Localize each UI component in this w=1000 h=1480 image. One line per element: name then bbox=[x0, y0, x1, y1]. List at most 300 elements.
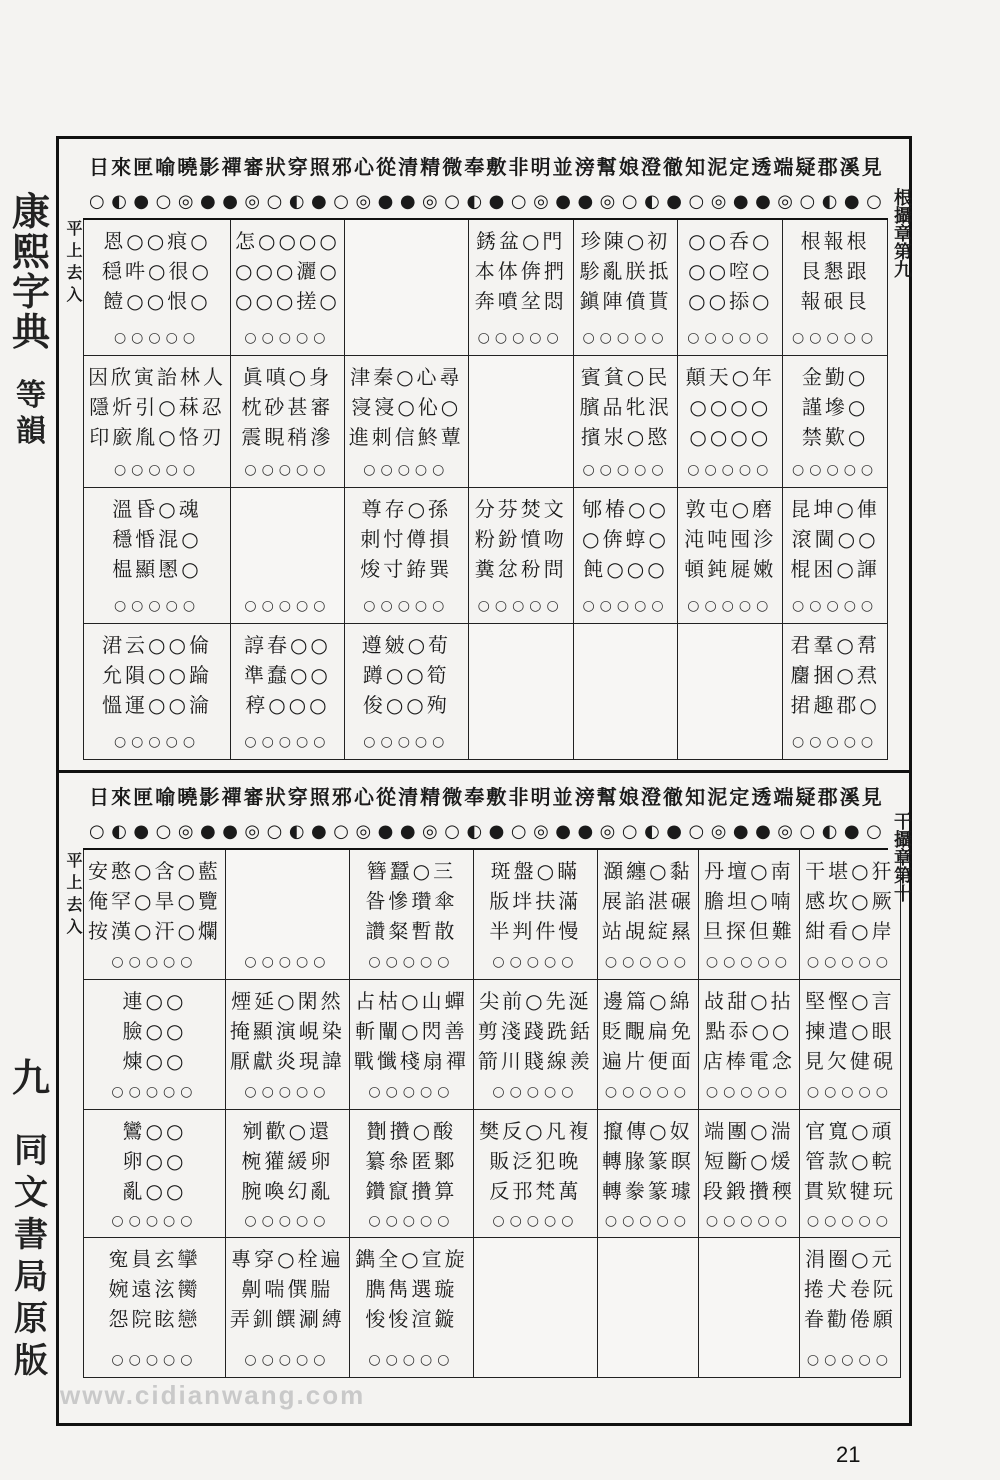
cell-line: 飩○○○ bbox=[583, 557, 668, 581]
cell-line: 臉○○ bbox=[122, 1019, 187, 1043]
cell-circle-row: ○○○○○ bbox=[582, 598, 669, 614]
initial-label: 娘 bbox=[618, 154, 639, 179]
cell-line: 根報根 bbox=[800, 229, 870, 253]
rhyme-cell bbox=[83, 1238, 226, 1378]
initial-label: 郡 bbox=[817, 784, 838, 809]
cell-circle-row: ○○○○○ bbox=[368, 1352, 455, 1368]
cell-line: 見欠健硯 bbox=[803, 1049, 896, 1073]
cell-line: 遵皴○荀 bbox=[361, 633, 452, 657]
cell-circle-row: ○○○○○ bbox=[113, 462, 201, 478]
initial-label: 來 bbox=[111, 784, 132, 809]
cell-line: 禁歎○ bbox=[801, 425, 869, 449]
cell-line: 涒云○○倫 bbox=[102, 633, 212, 657]
cell-line: 銹盆○門 bbox=[475, 229, 566, 253]
cell-line: 稕○○○ bbox=[245, 693, 330, 717]
cell-line: 鎭陣僨貰 bbox=[579, 289, 672, 313]
cell-circle-row: ○○○○○ bbox=[363, 462, 450, 478]
rhyme-cell bbox=[83, 980, 226, 1110]
publisher-char: 文 bbox=[14, 1173, 48, 1213]
tone-symbol-icon: ◐ bbox=[821, 820, 838, 842]
symbol-row bbox=[83, 816, 888, 846]
tone-symbol-icon: ◎ bbox=[710, 190, 727, 212]
tone-symbol-icon: ◎ bbox=[533, 820, 549, 842]
cell-line: 賓貧○民 bbox=[580, 365, 671, 389]
rhyme-cell bbox=[226, 1238, 350, 1378]
cell-line: 本体倴捫 bbox=[474, 259, 567, 283]
tone-symbol-icon: ● bbox=[133, 820, 150, 842]
initial-label: 徹 bbox=[663, 154, 684, 179]
main-title-char: 字 bbox=[11, 269, 50, 314]
rhyme-cell bbox=[783, 356, 888, 488]
cell-line: 昆坤○俥 bbox=[790, 497, 880, 521]
cell-line: 隱炘引○菻忍 bbox=[89, 395, 225, 419]
initial-label: 狀 bbox=[265, 784, 286, 809]
tone-symbol-icon: ○ bbox=[799, 820, 816, 842]
section-title-char: 韻 bbox=[16, 414, 46, 449]
initial-label: 見 bbox=[861, 784, 882, 809]
tone-symbol-icon: ◎ bbox=[244, 820, 261, 842]
cell-circle-row: ○○○○○ bbox=[477, 598, 564, 614]
cell-circle-row: ○○○○○ bbox=[604, 954, 691, 970]
cell-line: 金勤○ bbox=[801, 365, 869, 389]
cell-circle-row: ○○○○○ bbox=[244, 1213, 331, 1229]
tone-symbol-icon: ◎ bbox=[244, 190, 261, 212]
cell-circle-row: ○○○○○ bbox=[705, 954, 792, 970]
cell-line: 膽坦○喃 bbox=[704, 889, 794, 913]
cell-line: 短斷○煖 bbox=[704, 1149, 794, 1173]
cell-line: ○○○○ bbox=[689, 395, 772, 419]
cell-line: 珍陳○初 bbox=[580, 229, 671, 253]
cell-circle-row: ○○○○○ bbox=[244, 734, 331, 750]
cell-line: 揀遣○眼 bbox=[805, 1019, 895, 1043]
initial-label: 穿 bbox=[287, 784, 308, 809]
main-title-char: 康 bbox=[11, 189, 50, 234]
tone-symbol-icon: ◎ bbox=[777, 820, 794, 842]
cell-circle-row: ○○○○○ bbox=[687, 330, 774, 346]
cell-circle-row: ○○○○○ bbox=[111, 954, 198, 970]
rhyme-cell bbox=[783, 220, 888, 356]
tone-symbol-icon: ○ bbox=[510, 820, 527, 842]
cell-line: 轉豢篆璩 bbox=[601, 1179, 694, 1203]
cell-circle-row: ○○○○○ bbox=[705, 1084, 792, 1100]
cell-line: 斑盤○瞞 bbox=[490, 859, 581, 883]
side-page-number: 九 bbox=[11, 1055, 50, 1100]
page-number: 21 bbox=[836, 1442, 861, 1467]
tone-symbol-icon: ◎ bbox=[422, 190, 438, 212]
cell-circle-row: ○○○○○ bbox=[363, 598, 450, 614]
cell-circle-row: ○○○○○ bbox=[363, 734, 450, 750]
cell-line: 粉鈖憤吻 bbox=[474, 527, 567, 551]
initial-label: 來 bbox=[111, 154, 132, 179]
rhyme-cell bbox=[783, 624, 888, 760]
cell-line: 眷勸倦願 bbox=[803, 1307, 896, 1331]
initial-label: 喻 bbox=[155, 784, 176, 809]
rhyme-cell bbox=[474, 980, 598, 1110]
cell-line: 準蠢○○ bbox=[243, 663, 331, 687]
cell-line: 段鍛攢稬 bbox=[702, 1179, 795, 1203]
cell-line: 允隕○○踚 bbox=[102, 663, 212, 687]
tone-symbol-icon: ● bbox=[666, 820, 682, 842]
tone-symbol-icon: ◐ bbox=[821, 190, 838, 212]
cell-circle-row: ○○○○○ bbox=[792, 330, 879, 346]
tone-symbol-icon: ● bbox=[311, 820, 327, 842]
initial-label: 泥 bbox=[707, 784, 728, 809]
cell-line: 管款○輐 bbox=[805, 1149, 895, 1173]
tone-symbol-icon: ● bbox=[843, 820, 860, 842]
rhyme-cell bbox=[83, 356, 231, 488]
cell-line: 捃趣郡○ bbox=[790, 693, 880, 717]
initial-label: 匣 bbox=[133, 154, 154, 179]
cell-circle-row: ○○○○○ bbox=[687, 462, 774, 478]
initial-label: 非 bbox=[508, 784, 529, 809]
cell-line: 堅慳○言 bbox=[805, 989, 895, 1013]
cell-circle-row: ○○○○○ bbox=[477, 330, 564, 346]
cell-line: 椀獾緩卵 bbox=[241, 1149, 334, 1173]
publisher-char: 局 bbox=[14, 1257, 48, 1297]
tone-symbol-icon: ● bbox=[666, 190, 682, 212]
cell-line: 版坢扶滿 bbox=[489, 889, 582, 913]
tone-symbol-icon: ● bbox=[732, 820, 749, 842]
tone-label: 去 bbox=[64, 896, 83, 918]
rhyme-cell bbox=[598, 1110, 699, 1238]
cell-line: 婉遠泫臠 bbox=[108, 1277, 201, 1301]
cell-line: 郇椿○○ bbox=[582, 497, 669, 521]
initial-label: 並 bbox=[552, 784, 573, 809]
tone-symbol-icon: ○ bbox=[89, 190, 105, 212]
cell-line: 箭川賤線羨 bbox=[477, 1049, 593, 1073]
tone-symbol-icon: ○ bbox=[866, 190, 882, 212]
cell-line: 尊存○孫 bbox=[361, 497, 452, 521]
cell-line: 展諂湛碾 bbox=[601, 889, 694, 913]
upper-grid bbox=[83, 218, 888, 760]
cell-circle-row: ○○○○○ bbox=[792, 462, 879, 478]
tone-symbol-icon: ● bbox=[200, 820, 216, 842]
tone-symbol-icon: ○ bbox=[688, 820, 705, 842]
initial-label: 明 bbox=[530, 154, 551, 179]
section-title-char: 等 bbox=[16, 378, 46, 413]
cell-circle-row: ○○○○○ bbox=[111, 1084, 198, 1100]
cell-line: 因欣寅詒林人 bbox=[88, 365, 226, 389]
cell-line: 震睍稍滲 bbox=[241, 425, 334, 449]
cell-line: 沌吨囤沴 bbox=[684, 527, 777, 551]
tone-symbol-icon: ○ bbox=[799, 190, 816, 212]
cell-line: 斬闡○閃善 bbox=[355, 1019, 468, 1043]
cell-line: 販泛犯晚 bbox=[489, 1149, 582, 1173]
cell-line: 尖前○先涎 bbox=[479, 989, 592, 1013]
rhyme-cell bbox=[226, 850, 350, 980]
initial-label: 溪 bbox=[839, 154, 860, 179]
initial-label: 心 bbox=[353, 154, 374, 179]
initial-label: 照 bbox=[309, 154, 330, 179]
cell-line: 㶊纏○黏 bbox=[603, 859, 693, 883]
cell-line: 寃員玄攣 bbox=[108, 1247, 201, 1271]
tone-symbol-icon: ◎ bbox=[355, 190, 372, 212]
tone-symbol-icon: ● bbox=[488, 190, 505, 212]
cell-line: 官寬○頑 bbox=[805, 1119, 895, 1143]
cell-line: ○○掭○ bbox=[688, 289, 773, 313]
tone-symbol-icon: ◎ bbox=[777, 190, 794, 212]
cell-line: 麕捆○焄 bbox=[790, 663, 880, 687]
cell-circle-row: ○○○○○ bbox=[582, 330, 669, 346]
cell-line: 攛傳○奴 bbox=[603, 1119, 693, 1143]
cell-circle-row: ○○○○○ bbox=[492, 954, 579, 970]
cell-circle-row: ○○○○○ bbox=[604, 1084, 691, 1100]
rhyme-cell bbox=[800, 1238, 901, 1378]
cell-line: 寖寖○伈○ bbox=[351, 395, 462, 419]
cell-line: 頓鈍屣嫩 bbox=[684, 557, 777, 581]
cell-line: 反邘梵萬 bbox=[489, 1179, 582, 1203]
rhyme-cell bbox=[598, 850, 699, 980]
rhyme-cell bbox=[231, 624, 345, 760]
cell-line: 站覘綻㬎 bbox=[601, 919, 694, 943]
initial-label: 知 bbox=[685, 784, 706, 809]
main-title-char: 典 bbox=[11, 309, 50, 354]
publisher-char: 同 bbox=[14, 1131, 48, 1171]
initial-label: 穿 bbox=[287, 154, 308, 179]
rhyme-cell bbox=[678, 624, 783, 760]
rhyme-cell bbox=[574, 356, 679, 488]
rhyme-cell bbox=[345, 220, 469, 356]
cell-line: 店棒電念 bbox=[702, 1049, 795, 1073]
cell-line: 卵○○ bbox=[122, 1149, 187, 1173]
initial-label: 曉 bbox=[177, 784, 198, 809]
tone-symbol-icon: ◐ bbox=[644, 190, 660, 212]
cell-line: 敦屯○磨 bbox=[685, 497, 776, 521]
cell-circle-row: ○○○○○ bbox=[368, 954, 455, 970]
cell-line: 煙延○閑然 bbox=[231, 989, 344, 1013]
initial-label: 審 bbox=[243, 154, 264, 179]
section-divider bbox=[56, 770, 912, 773]
tone-label: 入 bbox=[64, 286, 83, 308]
cell-line: 蹲○○筍 bbox=[362, 663, 450, 687]
tone-symbol-icon: ◎ bbox=[533, 190, 549, 212]
initial-label: 知 bbox=[685, 154, 706, 179]
cell-line: 諄春○○ bbox=[243, 633, 331, 657]
tone-symbol-icon: ● bbox=[133, 190, 150, 212]
cell-circle-row: ○○○○○ bbox=[113, 734, 201, 750]
cell-line: 貶覸扁免 bbox=[601, 1019, 694, 1043]
rhyme-cell bbox=[231, 356, 345, 488]
cell-line: 臏品牝泯 bbox=[579, 395, 672, 419]
cell-line: 戰懺棧扇禪 bbox=[353, 1049, 469, 1073]
tone-labels-upper bbox=[58, 220, 82, 308]
cell-line: 劓喘僎腨 bbox=[241, 1277, 334, 1301]
cell-line: 敁甜○拈 bbox=[704, 989, 794, 1013]
initial-label: 影 bbox=[199, 154, 220, 179]
cell-line: 貫欵犍玩 bbox=[803, 1179, 896, 1203]
tone-symbol-icon: ● bbox=[732, 190, 749, 212]
cell-line: 昝慘瓚傘 bbox=[365, 889, 458, 913]
initial-label: 日 bbox=[89, 784, 109, 809]
cell-line: 感坎○厥 bbox=[805, 889, 895, 913]
tone-symbol-icon: ◐ bbox=[466, 190, 483, 212]
initial-label: 微 bbox=[442, 154, 463, 179]
tone-symbol-icon: ○ bbox=[333, 820, 349, 842]
tone-symbol-icon: ◐ bbox=[644, 820, 660, 842]
initials-header-row bbox=[83, 776, 888, 814]
initial-label: 從 bbox=[376, 784, 397, 809]
tone-symbol-icon: ○ bbox=[89, 820, 105, 842]
tone-symbol-icon: ◐ bbox=[288, 190, 305, 212]
cell-line: ○○啌○ bbox=[688, 259, 773, 283]
cell-line: 端團○湍 bbox=[704, 1119, 794, 1143]
cell-line: 腕喚幻亂 bbox=[241, 1179, 334, 1203]
cell-line: ○○○○ bbox=[689, 425, 772, 449]
initial-label: 影 bbox=[199, 784, 220, 809]
rhyme-cell bbox=[574, 488, 679, 624]
cell-line: 安憨○含○藍 bbox=[88, 859, 221, 883]
tone-symbol-icon: ◎ bbox=[177, 820, 194, 842]
rhyme-cell bbox=[699, 1238, 800, 1378]
cell-line: ○○呑○ bbox=[688, 229, 773, 253]
cell-line: 按漢○汗○爛 bbox=[88, 919, 221, 943]
cell-line: 怨院眩戀 bbox=[108, 1307, 201, 1331]
tone-symbol-icon: ◎ bbox=[599, 820, 616, 842]
cell-line: 眞嗔○身 bbox=[242, 365, 333, 389]
initial-label: 透 bbox=[751, 784, 772, 809]
cell-circle-row: ○○○○○ bbox=[806, 1213, 893, 1229]
cell-line: 駗亂朕抵 bbox=[579, 259, 672, 283]
cell-line: 鸞○○ bbox=[122, 1119, 187, 1143]
initial-label: 狀 bbox=[265, 154, 286, 179]
rhyme-cell bbox=[83, 488, 231, 624]
initial-label: 非 bbox=[508, 154, 529, 179]
rhyme-cell bbox=[800, 1110, 901, 1238]
initial-label: 喻 bbox=[155, 154, 176, 179]
cell-line: 旦探但難 bbox=[702, 919, 795, 943]
cell-line: 津秦○心尋 bbox=[350, 365, 463, 389]
initial-label: 精 bbox=[420, 784, 441, 809]
cell-line: 煉○○ bbox=[122, 1049, 187, 1073]
initial-label: 見 bbox=[861, 154, 882, 179]
tone-symbol-icon: ○ bbox=[621, 190, 638, 212]
rhyme-cell bbox=[699, 980, 800, 1110]
initial-label: 澄 bbox=[640, 784, 661, 809]
cell-line: ○○○灑○ bbox=[235, 259, 340, 283]
cell-line: 俺罕○旱○覽 bbox=[88, 889, 221, 913]
initial-label: 從 bbox=[376, 154, 397, 179]
tone-symbol-icon: ◐ bbox=[288, 820, 305, 842]
watermark: www.cidianwang.com bbox=[60, 1380, 366, 1410]
initial-label: 疑 bbox=[795, 784, 816, 809]
cell-circle-row: ○○○○○ bbox=[806, 1084, 893, 1100]
cell-line: 進刺信鮗蕈 bbox=[348, 425, 464, 449]
cell-circle-row: ○○○○○ bbox=[806, 954, 893, 970]
cell-circle-row: ○○○○○ bbox=[368, 1084, 455, 1100]
cell-line: 丹壇○南 bbox=[704, 859, 794, 883]
cell-line: 慍運○○淪 bbox=[102, 693, 212, 717]
cell-line: 穩惛混○ bbox=[112, 527, 202, 551]
cell-line: 涓圈○元 bbox=[805, 1247, 895, 1271]
initial-label: 並 bbox=[552, 154, 573, 179]
tone-symbol-icon: ○ bbox=[266, 190, 283, 212]
rhyme-cell bbox=[350, 850, 474, 980]
tone-symbol-icon: ● bbox=[222, 190, 238, 212]
initial-label: 日 bbox=[89, 154, 109, 179]
cell-circle-row: ○○○○○ bbox=[792, 598, 879, 614]
cell-line: 遍片便面 bbox=[601, 1049, 694, 1073]
tone-symbol-icon: ○ bbox=[621, 820, 638, 842]
publisher-char: 版 bbox=[14, 1341, 48, 1381]
tone-symbol-icon: ● bbox=[200, 190, 216, 212]
rhyme-cell bbox=[800, 980, 901, 1110]
initial-label: 溪 bbox=[839, 784, 860, 809]
initial-label: 禪 bbox=[221, 154, 242, 179]
cell-line: 印廞胤○恪刃 bbox=[89, 425, 225, 449]
cell-line: 恩○○痕○ bbox=[103, 229, 211, 253]
cell-circle-row: ○○○○○ bbox=[604, 1213, 691, 1229]
tone-symbol-icon: ○ bbox=[866, 820, 882, 842]
cell-circle-row: ○○○○○ bbox=[244, 1352, 331, 1368]
tone-symbol-icon: ○ bbox=[510, 190, 527, 212]
cell-circle-row: ○○○○○ bbox=[111, 1213, 198, 1229]
tone-symbol-icon: ● bbox=[577, 820, 594, 842]
cell-circle-row: ○○○○○ bbox=[244, 1084, 331, 1100]
cell-line: 邊篇○綿 bbox=[603, 989, 693, 1013]
initial-label: 禪 bbox=[221, 784, 242, 809]
cell-circle-row: ○○○○○ bbox=[582, 462, 669, 478]
cell-line: 干堪○犴 bbox=[805, 859, 895, 883]
main-title bbox=[8, 189, 54, 354]
rhyme-cell bbox=[678, 488, 783, 624]
rhyme-cell bbox=[83, 850, 226, 980]
cell-line: 分芬焚文 bbox=[474, 497, 567, 521]
cell-line: 悛悛渲鏇 bbox=[365, 1307, 458, 1331]
cell-line: 鐫全○宣旋 bbox=[355, 1247, 468, 1271]
rhyme-cell bbox=[598, 980, 699, 1110]
initial-label: 泥 bbox=[707, 154, 728, 179]
cell-line: 顛天○年 bbox=[685, 365, 776, 389]
tone-symbol-icon: ○ bbox=[155, 820, 172, 842]
rhyme-cell bbox=[474, 850, 598, 980]
tone-symbol-icon: ● bbox=[222, 820, 238, 842]
tone-label: 平 bbox=[64, 852, 83, 874]
tone-labels-lower bbox=[58, 852, 82, 940]
tone-symbol-icon: ◎ bbox=[599, 190, 616, 212]
initial-label: 郡 bbox=[817, 154, 838, 179]
main-title-char: 熙 bbox=[11, 229, 50, 274]
initial-label: 徹 bbox=[663, 784, 684, 809]
tone-label: 平 bbox=[64, 220, 83, 242]
rhyme-cell bbox=[345, 624, 469, 760]
cell-circle-row: ○○○○○ bbox=[687, 598, 774, 614]
initial-label: 匣 bbox=[133, 784, 154, 809]
tone-label: 上 bbox=[64, 242, 83, 264]
initial-label: 精 bbox=[420, 154, 441, 179]
rhyme-cell bbox=[574, 220, 679, 356]
cell-line: 擯汖○愍 bbox=[580, 425, 671, 449]
tone-label: 入 bbox=[64, 918, 83, 940]
cell-circle-row: ○○○○○ bbox=[368, 1213, 455, 1229]
cell-line: 俊○○殉 bbox=[362, 693, 450, 717]
rhyme-cell bbox=[469, 488, 574, 624]
upper-section-label: 根攝章第九 bbox=[891, 188, 912, 278]
lower-grid bbox=[83, 848, 896, 1378]
tone-symbol-icon: ● bbox=[311, 190, 327, 212]
initial-label: 澄 bbox=[640, 154, 661, 179]
initial-label: 邪 bbox=[331, 784, 352, 809]
initial-label: 定 bbox=[729, 784, 750, 809]
initials-header-row bbox=[83, 146, 888, 184]
cell-line: 君羣○帬 bbox=[790, 633, 880, 657]
cell-line: 糞忿秎問 bbox=[474, 557, 567, 581]
rhyme-cell bbox=[345, 356, 469, 488]
cell-line: 連○○ bbox=[122, 989, 187, 1013]
initial-label: 明 bbox=[530, 784, 551, 809]
initial-label: 疑 bbox=[795, 154, 816, 179]
cell-line: ○○○搓○ bbox=[235, 289, 340, 313]
tone-symbol-icon: ● bbox=[843, 190, 860, 212]
